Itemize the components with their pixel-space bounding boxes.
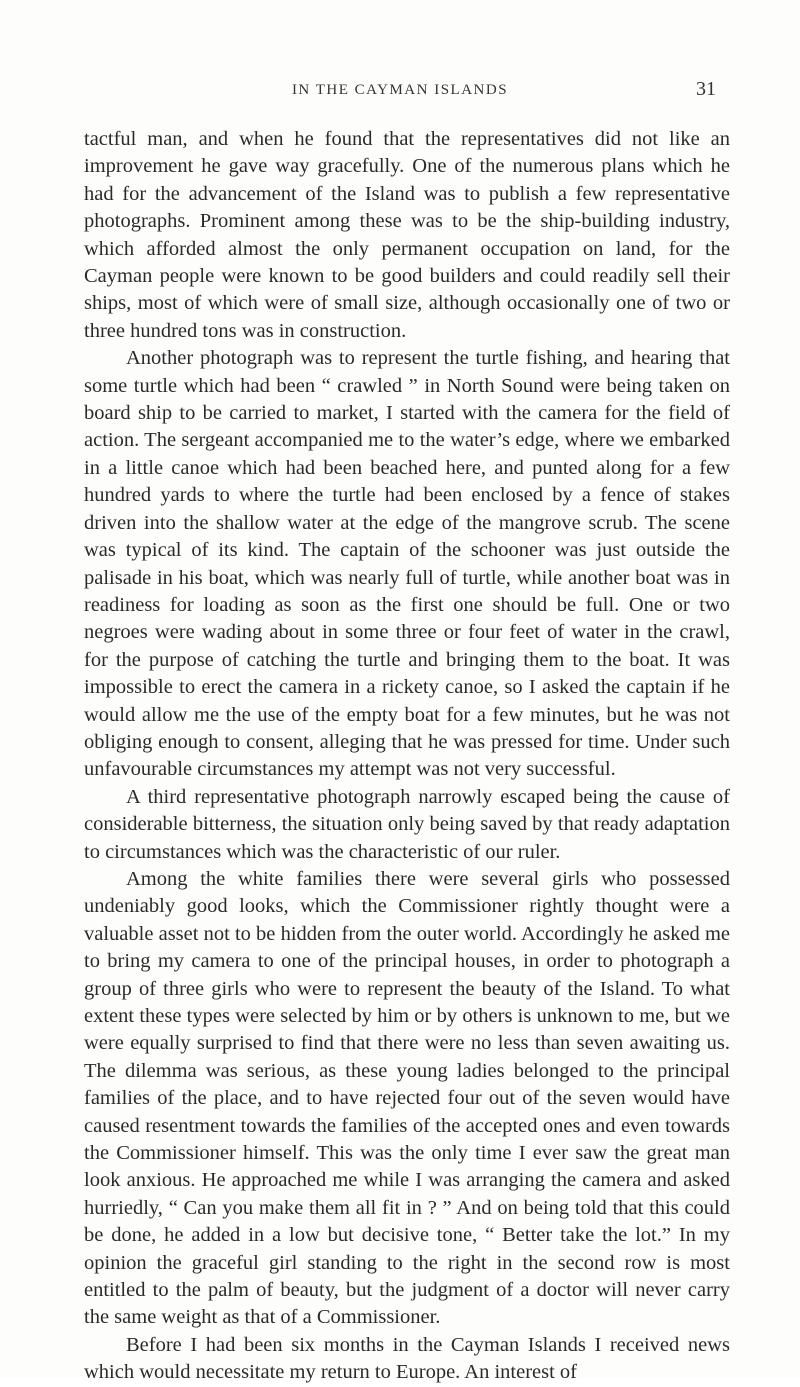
paragraph-5: Before I had been six months in the Cayman Islands I received news which would necessitate my return to Europe. An interest of [84, 1333, 730, 1384]
paragraph-3: A third representative photograph narrowly escaped being the cause of considerable bitterness, the situation only being saved by that ready adaptation to circumstances which was the characteristic of our ruler. [84, 785, 730, 863]
paragraph-2: Another photograph was to represent the turtle fishing, and hearing that some turtle which had been “ crawled ” in North Sound were being taken on board ship to be carried to market, I started with the camera for the field of action. The sergeant accompanied me to the water’s edge, where we embarked in a little canoe which had been beached here, and punted along for a few hundred yards to where the turtle had been enclosed by a fence of stakes driven into the shallow water at the edge of the mangrove scrub. The scene was typical of its kind. The captain of the schooner was just outside the palisade in his boat, which was nearly full of turtle, while another boat was in readiness for loading as soon as the first one should be full. One or two negroes were wading about in some three or four feet of water in the crawl, for the purpose of catching the turtle and bringing them to the boat. It was impossible to erect the camera in a rickety canoe, so I asked the captain if he would allow me the use of the empty boat for a few minutes, but he was not obliging enough to consent, alleging that he was pressed for time. Under such unfavourable circumstances my attempt was not very successful. [84, 347, 730, 781]
paragraph-1: tactful man, and when he found that the representatives did not like an improvement he gave way gracefully. One of the numerous plans which he had for the advancement of the Island was to publish a few representative photographs. Prominent among these was to be the ship-building industry, which afforded almost the only permanent occupation on land, for the Cayman people were known to be good builders and could readily sell their ships, most of which were of small size, although occasionally one of two or three hundred tons was in construction. [84, 128, 730, 342]
paragraph-4: Among the white families there were several girls who possessed undeniably good looks, which the Commissioner rightly thought were a valuable asset not to be hidden from the outer world. Accordingly he asked me to bring my camera to one of the principal houses, in order to photograph a group of three girls who were to represent the beauty of the Island. To what extent these types were selected by him or by others is unknown to me, but we were equally surprised to find that there were no less than seven awaiting us. The dilemma was serious, as these young ladies belonged to the principal families of the place, and to have rejected four out of the seven would have caused resentment towards the families of the accepted ones and even towards the Commissioner himself. This was the only time I ever saw the great man look anxious. He approached me while I was arranging the camera and asked hurriedly, “ Can you make them all fit in ? ” And on being told that this could be done, he added in a low but decisive tone, “ Better take the lot.” In my opinion the graceful girl standing to the right in the second row is most entitled to the palm of beauty, but the judgment of a doctor will never carry the same weight as that of a Commissioner. [84, 867, 730, 1329]
body-text [84, 126, 730, 1387]
running-head: IN THE CAYMAN ISLANDS [291, 82, 509, 98]
page-number: 31 [696, 78, 716, 100]
